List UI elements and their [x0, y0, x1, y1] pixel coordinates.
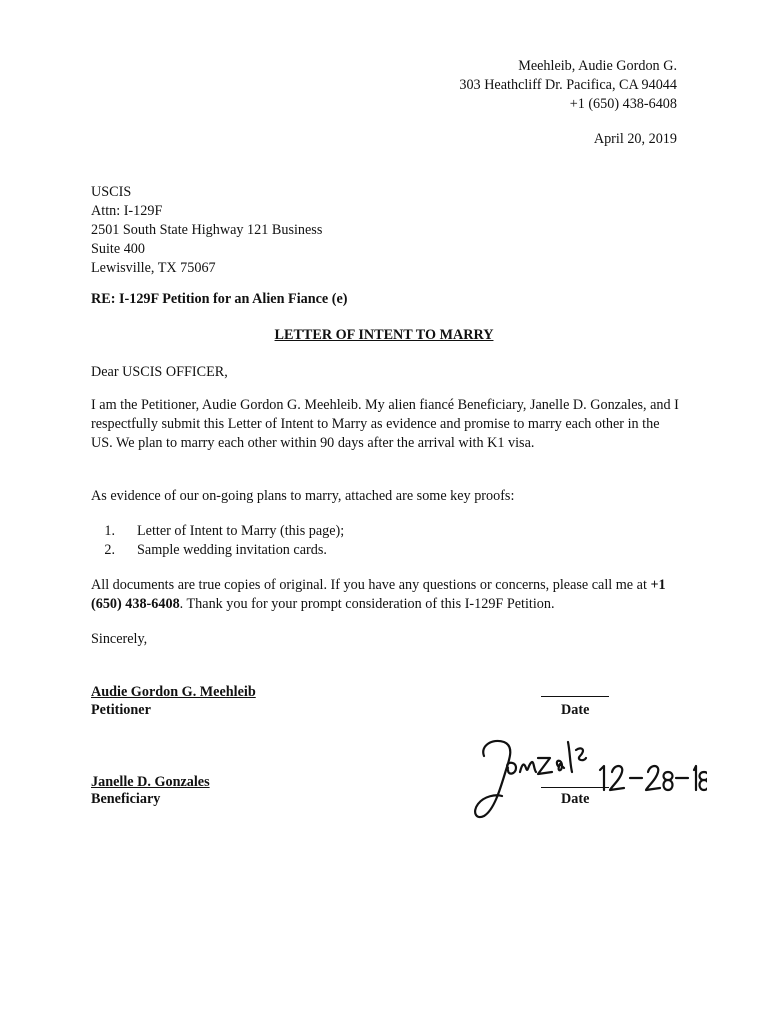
beneficiary-role: Beneficiary: [91, 791, 161, 807]
recipient-line-1: USCIS: [91, 184, 132, 200]
contact-paragraph: [91, 576, 681, 614]
letter-date: April 20, 2019: [593, 131, 677, 147]
recipient-line-3: 2501 South State Highway 121 Business: [91, 222, 323, 238]
intro-paragraph: I am the Petitioner, Audie Gordon G. Meehleib. My alien fiancé Beneficiary, Janelle D. Gonzales, and I respectfully submit this Letter of Intent to Marry as evidence and promise to marry each other in the US. We plan to marry each other within 90 days after the arrival with K1 visa.: [91, 397, 679, 451]
sender-block: [459, 57, 677, 114]
beneficiary-date-label: Date: [561, 791, 590, 807]
petitioner-date-label: Date: [561, 702, 590, 718]
list-item: [91, 541, 344, 560]
recipient-line-2: Attn: I-129F: [91, 203, 163, 219]
subject-line: RE: I-129F Petition for an Alien Fiance (e): [91, 291, 348, 307]
closing: Sincerely,: [91, 631, 148, 647]
evidence-paragraph: As evidence of our on-going plans to marry, attached are some key proofs:: [91, 488, 515, 504]
sender-name: Meehleib, Audie Gordon G.: [518, 58, 677, 74]
sender-address: 303 Heathcliff Dr. Pacifica, CA 94044: [459, 77, 677, 93]
petitioner-date-line: [541, 696, 609, 697]
sender-phone: +1 (650) 438-6408: [569, 96, 677, 112]
petitioner-role: Petitioner: [91, 702, 151, 718]
salutation: Dear USCIS OFFICER,: [91, 364, 228, 380]
proofs-list: [91, 522, 344, 560]
list-item: [91, 522, 344, 541]
letter-heading: LETTER OF INTENT TO MARRY: [274, 327, 494, 343]
list-item-number: 2.: [104, 542, 115, 558]
list-item-text: Sample wedding invitation cards.: [137, 542, 327, 558]
list-item-text: Letter of Intent to Marry (this page);: [137, 523, 345, 539]
recipient-line-5: Lewisville, TX 75067: [91, 260, 216, 276]
beneficiary-name: Janelle D. Gonzales: [91, 774, 210, 790]
recipient-block: [91, 183, 322, 278]
petitioner-name: Audie Gordon G. Meehleib: [91, 684, 256, 700]
contact-text-after: . Thank you for your prompt consideration of this I-129F Petition.: [179, 596, 555, 612]
recipient-line-4: Suite 400: [91, 241, 145, 257]
handwritten-signature: [462, 728, 707, 823]
contact-text-before: All documents are true copies of original. If you have any questions or concerns, please call me at: [91, 577, 651, 593]
list-item-number: 1.: [104, 523, 115, 539]
contact-phone: +1 (650) 438-6408: [91, 577, 666, 612]
